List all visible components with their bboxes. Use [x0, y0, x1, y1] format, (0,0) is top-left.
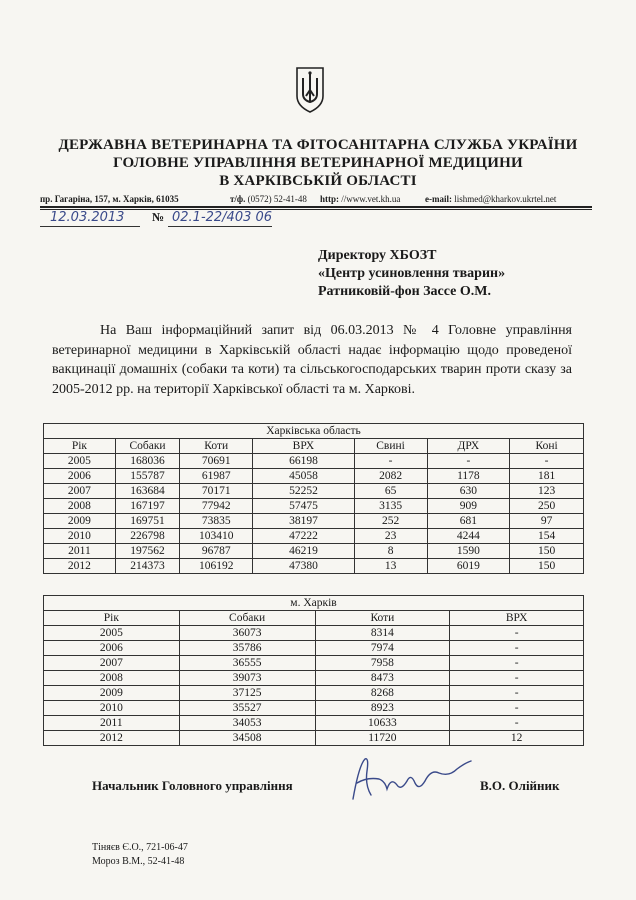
table-cell: 2009 — [44, 514, 116, 529]
number-label: № — [152, 210, 165, 224]
phone: (0572) 52-41-48 — [247, 194, 307, 204]
table-cell: 2011 — [44, 544, 116, 559]
table-cell: 61987 — [180, 469, 253, 484]
table-row — [44, 656, 584, 671]
email-link[interactable]: lishmed@kharkov.ukrtel.net — [454, 194, 557, 204]
table-cell: 8268 — [315, 686, 450, 701]
table-cell: 8923 — [315, 701, 450, 716]
date-underline — [40, 226, 140, 227]
table-cell: 45058 — [253, 469, 354, 484]
body-paragraph: На Ваш інформаційний запит від 06.03.2013 № 4 Головне управління ветеринарної медицини в Харківській області надає інформацію щодо проведеної вакцинації домашніх (собаки та коти) та сільськогосподарських тварин проти сказу за 2005-2012 рр. на території Харківської області та м. Харкові. — [52, 323, 572, 397]
table-cell: 150 — [510, 559, 584, 574]
table-cell: 252 — [354, 514, 427, 529]
table-cell: - — [510, 454, 584, 469]
table-cell: 150 — [510, 544, 584, 559]
table-cell: 2007 — [44, 656, 180, 671]
executor-line2: Мороз В.М., 52-41-48 — [92, 856, 185, 867]
table-cell: 11720 — [315, 731, 450, 746]
table-cell: 630 — [427, 484, 510, 499]
table-row — [44, 529, 584, 544]
table-cell: 2009 — [44, 686, 180, 701]
col-header: ДРХ — [427, 439, 510, 454]
table-cell: 35527 — [179, 701, 315, 716]
region-table-header — [44, 439, 584, 454]
table-cell: 13 — [354, 559, 427, 574]
table-cell: 226798 — [115, 529, 179, 544]
addressee-line2: «Центр усиновлення тварин» — [318, 266, 506, 281]
email-label: e-mail: — [425, 194, 452, 204]
table-cell: 167197 — [115, 499, 179, 514]
table-cell: 1590 — [427, 544, 510, 559]
table-row — [44, 641, 584, 656]
table-cell: 97 — [510, 514, 584, 529]
table-cell: - — [450, 686, 584, 701]
table-row — [44, 484, 584, 499]
phone-label: т/ф. — [230, 194, 246, 204]
table-row — [44, 686, 584, 701]
col-header: Коти — [315, 611, 450, 626]
table-cell: 23 — [354, 529, 427, 544]
address: пр. Гагаріна, 157, м. Харків, 61035 — [40, 194, 179, 204]
table-cell: - — [450, 701, 584, 716]
region-vaccination-table — [43, 423, 584, 574]
table-cell: 34508 — [179, 731, 315, 746]
signatory-name: В.О. Олійник — [480, 778, 560, 793]
city-table-header — [44, 611, 584, 626]
table-cell: 106192 — [180, 559, 253, 574]
table-cell: - — [450, 656, 584, 671]
col-header: Коти — [180, 439, 253, 454]
website-link[interactable]: //www.vet.kh.ua — [341, 194, 401, 204]
col-header: Собаки — [179, 611, 315, 626]
outgoing-number: 02.1-22/403 06 — [172, 210, 273, 225]
table-cell: 2010 — [44, 701, 180, 716]
table-cell: 123 — [510, 484, 584, 499]
col-header: ВРХ — [253, 439, 354, 454]
table-cell: 47380 — [253, 559, 354, 574]
table-cell: 168036 — [115, 454, 179, 469]
table-row — [44, 544, 584, 559]
col-header: ВРХ — [450, 611, 584, 626]
table-cell: 7974 — [315, 641, 450, 656]
table-cell: 12 — [450, 731, 584, 746]
addressee-line1: Директору ХБОЗТ — [318, 248, 437, 263]
table-cell: 2008 — [44, 671, 180, 686]
table-cell: 36555 — [179, 656, 315, 671]
table-row — [44, 731, 584, 746]
table-cell: 681 — [427, 514, 510, 529]
table-row — [44, 469, 584, 484]
table-row — [44, 499, 584, 514]
table-cell: 197562 — [115, 544, 179, 559]
table-cell: 73835 — [180, 514, 253, 529]
table-cell: 96787 — [180, 544, 253, 559]
table-cell: 909 — [427, 499, 510, 514]
table-cell: 4244 — [427, 529, 510, 544]
org-name-line2: ГОЛОВНЕ УПРАВЛІННЯ ВЕТЕРИНАРНОЇ МЕДИЦИНИ — [113, 155, 523, 171]
table-cell: 214373 — [115, 559, 179, 574]
table-cell: 38197 — [253, 514, 354, 529]
http-label: http: — [320, 194, 340, 204]
table-cell: 155787 — [115, 469, 179, 484]
executor-line1: Тіняєв Є.О., 721-06-47 — [92, 842, 188, 853]
table-cell: 2008 — [44, 499, 116, 514]
table-cell: 163684 — [115, 484, 179, 499]
table-cell: 66198 — [253, 454, 354, 469]
header-rule — [40, 206, 592, 208]
table-row — [44, 559, 584, 574]
region-table-title: Харківська область — [44, 424, 584, 439]
letter-body — [52, 321, 572, 399]
table-row — [44, 716, 584, 731]
table-cell: 52252 — [253, 484, 354, 499]
signatory-title: Начальник Головного управління — [92, 778, 293, 793]
table-cell: 169751 — [115, 514, 179, 529]
table-cell: 70171 — [180, 484, 253, 499]
table-cell: 77942 — [180, 499, 253, 514]
table-cell: 70691 — [180, 454, 253, 469]
table-cell: 2010 — [44, 529, 116, 544]
org-name-line1: ДЕРЖАВНА ВЕТЕРИНАРНА ТА ФІТОСАНІТАРНА СЛУЖБА УКРАЇНИ — [58, 137, 578, 153]
table-cell: 34053 — [179, 716, 315, 731]
col-header: Свині — [354, 439, 427, 454]
table-cell: 8473 — [315, 671, 450, 686]
table-cell: 103410 — [180, 529, 253, 544]
table-cell: - — [450, 641, 584, 656]
table-cell: 36073 — [179, 626, 315, 641]
city-table-title: м. Харків — [44, 596, 584, 611]
table-row — [44, 671, 584, 686]
table-cell: 47222 — [253, 529, 354, 544]
table-cell: 46219 — [253, 544, 354, 559]
table-cell: 2005 — [44, 454, 116, 469]
table-cell: - — [354, 454, 427, 469]
table-cell: - — [450, 626, 584, 641]
city-vaccination-table — [43, 595, 584, 746]
table-cell: 37125 — [179, 686, 315, 701]
table-cell: - — [427, 454, 510, 469]
table-cell: 39073 — [179, 671, 315, 686]
col-header: Собаки — [115, 439, 179, 454]
table-cell: 8 — [354, 544, 427, 559]
table-row — [44, 626, 584, 641]
table-cell: 6019 — [427, 559, 510, 574]
table-cell: 3135 — [354, 499, 427, 514]
table-cell: 35786 — [179, 641, 315, 656]
table-cell: 1178 — [427, 469, 510, 484]
handwritten-signature-icon — [345, 755, 475, 805]
table-cell: - — [450, 671, 584, 686]
table-cell: 250 — [510, 499, 584, 514]
table-cell: 2007 — [44, 484, 116, 499]
table-cell: 2006 — [44, 469, 116, 484]
table-row — [44, 454, 584, 469]
outgoing-date: 12.03.2013 — [50, 210, 125, 225]
table-cell: 2012 — [44, 731, 180, 746]
table-cell: 8314 — [315, 626, 450, 641]
addressee-line3: Ратниковій-фон Зассе О.М. — [318, 284, 491, 299]
col-header: Рік — [44, 611, 180, 626]
col-header: Коні — [510, 439, 584, 454]
table-cell: 181 — [510, 469, 584, 484]
table-cell: 2012 — [44, 559, 116, 574]
table-cell: 10633 — [315, 716, 450, 731]
table-cell: - — [450, 716, 584, 731]
table-cell: 2082 — [354, 469, 427, 484]
table-cell: 2005 — [44, 626, 180, 641]
col-header: Рік — [44, 439, 116, 454]
trident-coat-of-arms-icon — [294, 66, 326, 114]
table-cell: 7958 — [315, 656, 450, 671]
table-cell: 154 — [510, 529, 584, 544]
table-row — [44, 701, 584, 716]
table-row — [44, 514, 584, 529]
table-cell: 65 — [354, 484, 427, 499]
table-cell: 2006 — [44, 641, 180, 656]
org-name-line3: В ХАРКІВСЬКІЙ ОБЛАСТІ — [219, 173, 417, 189]
table-cell: 2011 — [44, 716, 180, 731]
table-cell: 57475 — [253, 499, 354, 514]
number-underline — [168, 226, 272, 227]
